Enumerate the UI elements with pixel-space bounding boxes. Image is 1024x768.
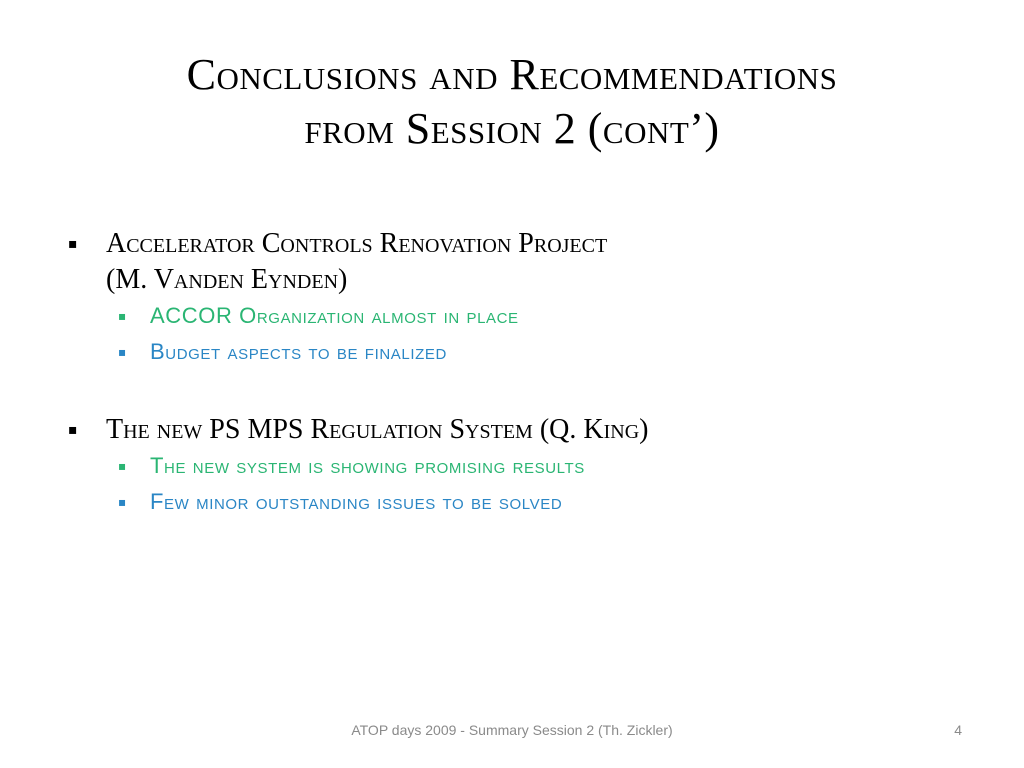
slide-title [40,48,984,156]
slide-title-line-1: Conclusions and Recommendations [186,50,838,99]
page-number: 4 [954,722,962,738]
bullet-level2-promising-results [68,448,968,484]
bullet-level1-ps-mps [68,412,968,448]
square-bullet-icon: ▪ [118,309,127,323]
bullet-level2-budget [68,334,968,370]
bullet-level1-text [106,226,968,298]
bullet-level2-text: ACCOR Organization almost in place [150,303,519,328]
square-bullet-icon: ▪ [68,422,78,438]
slide-content [68,226,968,520]
bullet-level2-text: Few minor outstanding issues to be solved [150,489,563,514]
section-accor [68,226,968,370]
bullet-level2-accor-organization [68,298,968,334]
bullet-level2-text: The new system is showing promising results [150,453,585,478]
square-bullet-icon: ▪ [68,236,78,252]
slide-footer: ATOP days 2009 - Summary Session 2 (Th. Zickler) [351,722,673,738]
bullet-level2-text: Budget aspects to be finalized [150,339,447,364]
bullet-level1-line-1: Accelerator Controls Renovation Project [106,228,608,259]
bullet-level2-outstanding-issues [68,484,968,520]
square-bullet-icon: ▪ [118,459,127,473]
bullet-level1-line-2: (M. Vanden Eynden) [106,264,348,295]
square-bullet-icon: ▪ [118,345,127,359]
bullet-level1-accor [68,226,968,298]
section-ps-mps [68,412,968,520]
square-bullet-icon: ▪ [118,495,127,509]
slide-title-line-2: from Session 2 (cont’) [304,104,720,153]
bullet-level1-line-1: The new PS MPS Regulation System (Q. King) [106,414,649,445]
bullet-level1-text [106,412,968,448]
